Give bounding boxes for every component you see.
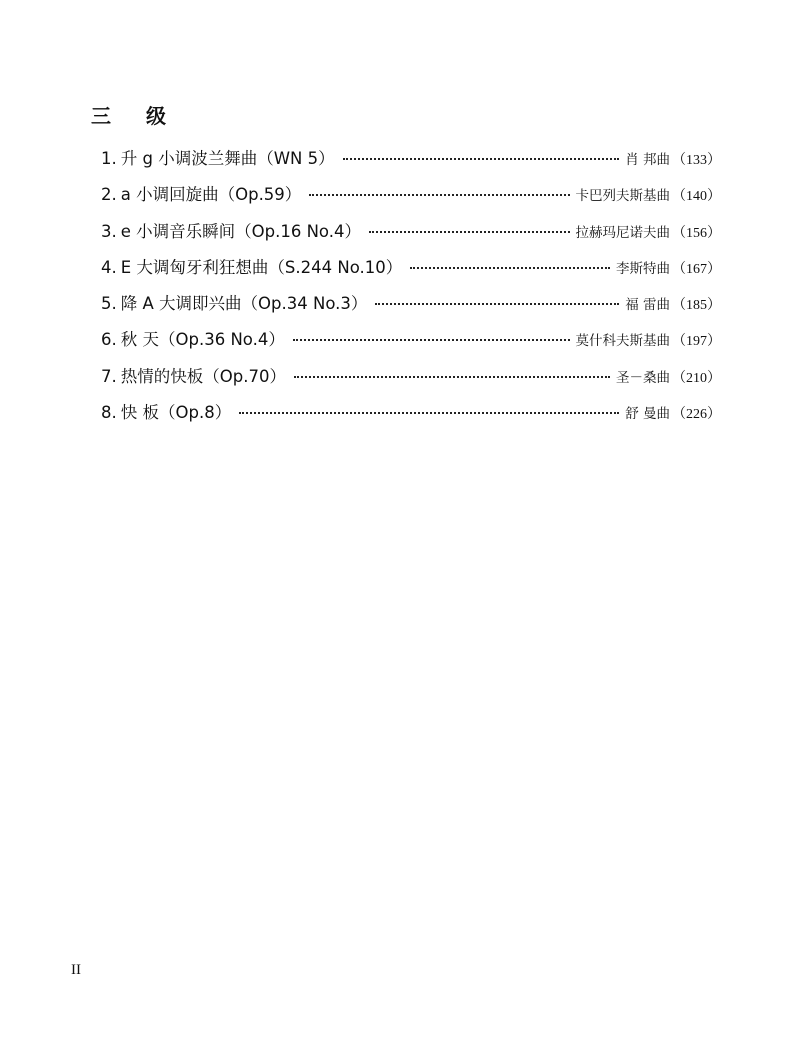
- entry-number: 8.: [101, 403, 117, 423]
- entry-number: 1.: [101, 149, 117, 168]
- dot-leader: [369, 231, 570, 233]
- entry-title: a 小调回旋曲（Op.59）: [120, 185, 302, 205]
- entry-title: e 小调音乐瞬间（Op.16 No.4）: [120, 221, 361, 241]
- dot-leader: [343, 158, 620, 160]
- toc-entry[interactable]: [101, 365, 721, 401]
- dot-leader: [309, 194, 569, 196]
- entry-title-group: [101, 365, 286, 389]
- entry-title-group: [101, 328, 285, 352]
- entry-number: 7.: [101, 366, 117, 386]
- entry-number: 4.: [101, 257, 117, 277]
- entry-title: 热情的快板（Op.70）: [120, 366, 286, 386]
- entry-composer-group: [616, 366, 721, 391]
- entry-number: 6.: [101, 330, 117, 350]
- dot-leader: [239, 412, 619, 414]
- toc-entry[interactable]: [101, 292, 721, 328]
- entry-page: （185）: [672, 298, 721, 314]
- entry-page: （140）: [672, 189, 721, 205]
- dot-leader: [294, 376, 610, 378]
- entry-page: （210）: [672, 370, 721, 386]
- page-number: II: [71, 962, 81, 978]
- table-of-contents: [101, 147, 721, 437]
- entry-composer: 卡巴列夫斯基曲: [575, 188, 670, 205]
- entry-page: （156）: [672, 225, 721, 241]
- toc-entry[interactable]: [101, 183, 721, 219]
- dot-leader: [410, 267, 610, 269]
- entry-title: 快 板（Op.8）: [120, 403, 232, 423]
- entry-number: 5.: [101, 294, 117, 314]
- entry-title-group: [101, 147, 335, 171]
- entry-number: 2.: [101, 185, 117, 205]
- entry-composer: 舒 曼曲: [625, 406, 670, 423]
- entry-composer: 莫什科夫斯基曲: [575, 333, 670, 350]
- entry-title-group: [101, 220, 361, 244]
- entry-page: （133）: [672, 153, 721, 168]
- entry-composer-group: [625, 293, 721, 318]
- toc-entry[interactable]: [101, 328, 721, 364]
- entry-composer: 肖 邦曲: [625, 152, 670, 168]
- entry-composer-group: [625, 402, 721, 427]
- entry-title: E 大调匈牙利狂想曲（S.244 No.10）: [120, 257, 403, 277]
- entry-composer: 拉赫玛尼诺夫曲: [575, 224, 670, 241]
- entry-composer-group: [576, 329, 722, 354]
- toc-entry[interactable]: [101, 256, 721, 292]
- entry-title: 降 A 大调即兴曲（Op.34 No.3）: [120, 294, 368, 314]
- entry-composer-group: [576, 221, 722, 246]
- dot-leader: [293, 339, 570, 341]
- entry-composer-group: [616, 257, 721, 282]
- entry-page: （226）: [672, 407, 721, 423]
- entry-title-group: [101, 401, 231, 425]
- entry-composer: 圣－桑曲: [616, 369, 670, 386]
- entry-title: 升 g 小调波兰舞曲（WN 5）: [120, 149, 335, 168]
- entry-title-group: [101, 256, 402, 280]
- section-title: 三 级: [91, 104, 180, 128]
- entry-title: 秋 天（Op.36 No.4）: [120, 330, 285, 350]
- entry-title-group: [101, 183, 301, 207]
- toc-entry[interactable]: [101, 401, 721, 437]
- toc-entry[interactable]: [101, 220, 721, 256]
- entry-title-group: [101, 292, 367, 316]
- entry-page: （167）: [672, 261, 721, 277]
- entry-composer: 李斯特曲: [616, 260, 670, 277]
- dot-leader: [375, 303, 619, 305]
- entry-composer: 福 雷曲: [625, 297, 670, 314]
- toc-entry[interactable]: [101, 147, 721, 183]
- entry-composer-group: [576, 184, 722, 209]
- entry-composer-group: [625, 148, 721, 173]
- entry-number: 3.: [101, 221, 117, 241]
- entry-page: （197）: [672, 334, 721, 350]
